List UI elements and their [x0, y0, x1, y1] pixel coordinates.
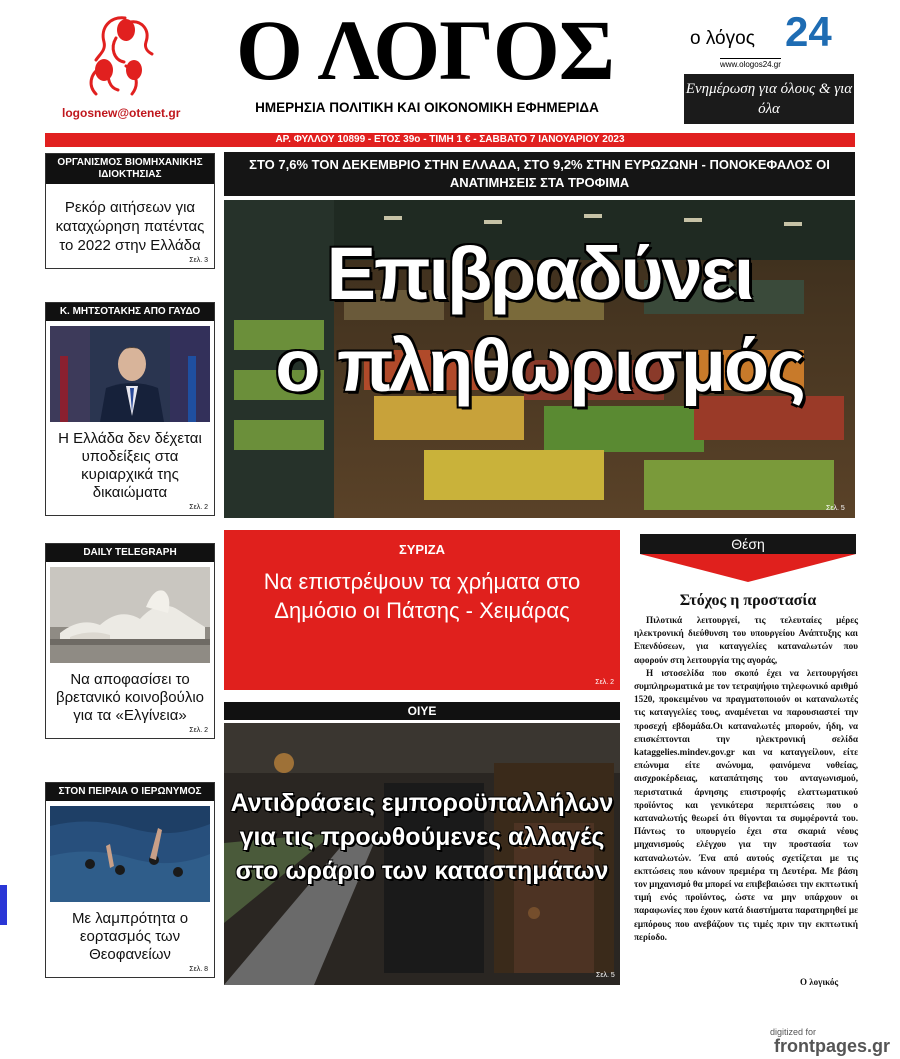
- side-story-text: Η Ελλάδα δεν δέχεται υποδείξεις στα κυριαρχικά της δικαιώματα: [58, 430, 202, 501]
- opinion-title: Στόχος η προστασία: [679, 592, 817, 609]
- logo-faces-icon: [70, 8, 170, 100]
- oiye-label: ΟΙΥΕ: [224, 702, 620, 720]
- opinion-body: [634, 614, 858, 944]
- marbles-photo: [50, 567, 210, 663]
- tagline: Ενημέρωση για όλους & για όλα: [684, 74, 854, 124]
- side-story-epiphany[interactable]: [45, 782, 215, 978]
- side-story-mitsotakis[interactable]: [45, 302, 215, 516]
- newspaper-subtitle: ΗΜΕΡΗΣΙΑ ΠΟΛΙΤΙΚΗ ΚΑΙ ΟΙΚΟΝΟΜΙΚΗ ΕΦΗΜΕΡΙΔΑ: [255, 100, 599, 115]
- issue-info-bar: ΑΡ. ΦΥΛΛΟΥ 10899 - ΕΤΟΣ 39ο - ΤΙΜΗ 1 € - ΣΑΒΒΑΤΟ 7 ΙΑΝΟΥΑΡΙΟΥ 2023: [45, 133, 855, 147]
- side-story-elgin-marbles[interactable]: [45, 543, 215, 739]
- side-story-label: Κ. ΜΗΤΣΟΤΑΚΗΣ ΑΠΟ ΓΑΥΔΟ: [46, 303, 214, 321]
- lead-headline[interactable]: [224, 228, 855, 412]
- logo-24: [690, 8, 832, 70]
- page-reference: Σελ. 5: [596, 972, 615, 979]
- page-reference: Σελ. 2: [595, 679, 614, 686]
- lead-headline-line2: ο πληθωρισμός: [275, 324, 804, 407]
- newspaper-title: Ο ΛΟΓΟΣ: [235, 2, 615, 98]
- side-story-text: Ρεκόρ αιτήσεων για καταχώρηση πατέντας το 2022 στην Ελλάδα: [55, 199, 205, 254]
- side-story-label: DAILY TELEGRAPH: [46, 544, 214, 562]
- page-reference: Σελ. 3: [189, 257, 208, 264]
- lead-headline-line1: Επιβραδύνει: [326, 232, 753, 315]
- logo24-url: www.ologos24.gr: [720, 60, 781, 69]
- scan-edge-strip: [0, 885, 7, 925]
- contact-email: logosnew@otenet.gr: [62, 106, 181, 120]
- opinion-paragraph: Πιλοτικά λειτουργεί, τις τελευταίες μέρες ηλεκτρονική διεύθυνση του υπουργείου Ανάπτυξης και Επενδύσεων, για καταγγελίες καταναλωτών που αφορούν στη λειτουργία της αγοράς,: [634, 615, 858, 665]
- side-story-label: ΣΤΟΝ ΠΕΙΡΑΙΑ Ο ΙΕΡΩΝΥΜΟΣ: [46, 783, 214, 801]
- opinion-label: Θέση: [640, 534, 856, 554]
- watermark-site: frontpages.gr: [774, 1036, 891, 1056]
- page-reference: Σελ. 2: [189, 504, 208, 511]
- page-reference: Σελ. 8: [189, 966, 208, 973]
- syriza-label: ΣΥΡΙΖΑ: [398, 542, 446, 557]
- side-story-label: ΟΡΓΑΝΙΣΜΟΣ ΒΙΟΜΗΧΑΝΙΚΗΣ ΙΔΙΟΚΤΗΣΙΑΣ: [46, 154, 214, 184]
- page-reference: Σελ. 2: [189, 727, 208, 734]
- lead-deck: ΣΤΟ 7,6% ΤΟΝ ΔΕΚΕΜΒΡΙΟ ΣΤΗΝ ΕΛΛΑΔΑ, ΣΤΟ 9,2% ΣΤΗΝ ΕΥΡΩΖΩΝΗ - ΠΟΝΟΚΕΦΑΛΟΣ ΟΙ ΑΝΑΤΙΜΗΣΕΙΣ ΣΤΑ ΤΡΟΦΙΜΑ: [224, 152, 855, 196]
- syriza-story[interactable]: [224, 530, 620, 690]
- opinion-paragraph: Η ιστοσελίδα που σκοπό έχει να λειτουργήσει συμπληρωματικά με τον τετραψήφιο τηλεφωνικό αριθμό 1520, προκειμένου να πραγματοποιούν οι καταναλωτές τις καταγγελίες τους, αναμένεται να παρουσιαστεί την προσεχή εβδομάδα.Οι καταναλωτές μπορούν, ήδη, να επισκέπτονται την ηλεκτρονική σελίδα kataggelies.mindev.gov.gr και να καταγγείλουν, είτε επώνυμα είτε ανώνυμα, φαινόμενα νοθείας, αισχροκέρδειας, καταπάτησης του ανταγωνισμού, περιστατικά άρνησης επιστροφής ελαττωματικού προϊόντος και γενικότερα περιπτώσεις που ο καταναλωτής θεωρεί ότι θίγονται τα συμφέροντά του. Πάντως το υπουργείο έχει στα σκαριά νέους μηχανισμούς ελέγχου για την προστασία των καταναλωτών. Ένα από αυτούς σχετίζεται με τις εκπτώσεις που κάνουν πρεμιέρα τη Δευτέρα. Με βάση τον μηχανισμό θα μπορεί να επιβεβαιώσει την εκπτωτική τιμή ενός προϊόντος, ώστε να μην υπάρχουν οι παραφωνίες που έχουν κατά διαστήματα παρατηρηθεί με εμπόρους που ανεβάζουν τις τιμές πριν την εκπτωτική περίοδο.: [634, 667, 858, 942]
- watermark-small: digitized for: [770, 1027, 817, 1037]
- logo24-number: 24: [785, 8, 832, 55]
- side-story-patents[interactable]: [45, 153, 215, 269]
- side-story-text: Να αποφασίσει το βρετανικό κοινοβούλιο για τα «Ελγίνεια»: [55, 671, 205, 724]
- mitsotakis-photo: [50, 326, 210, 422]
- side-story-text: Με λαμπρότητα ο εορτασμός των Θεοφανείων: [71, 910, 189, 963]
- opinion-arrow-icon: [640, 554, 856, 582]
- opinion-signature: Ο λογικός: [800, 977, 839, 987]
- logo24-text: ο λόγος: [690, 28, 755, 49]
- page-reference: Σελ. 5: [826, 505, 845, 512]
- oiye-headline[interactable]: Αντιδράσεις εμποροϋπαλλήλων για τις προωθούμενες αλλαγές στο ωράριο των καταστημάτων: [230, 789, 614, 885]
- syriza-headline: Να επιστρέψουν τα χρήματα στο Δημόσιο οι Πάτσης - Χειμάρας: [263, 569, 581, 623]
- epiphany-swimmers-photo: [50, 806, 210, 902]
